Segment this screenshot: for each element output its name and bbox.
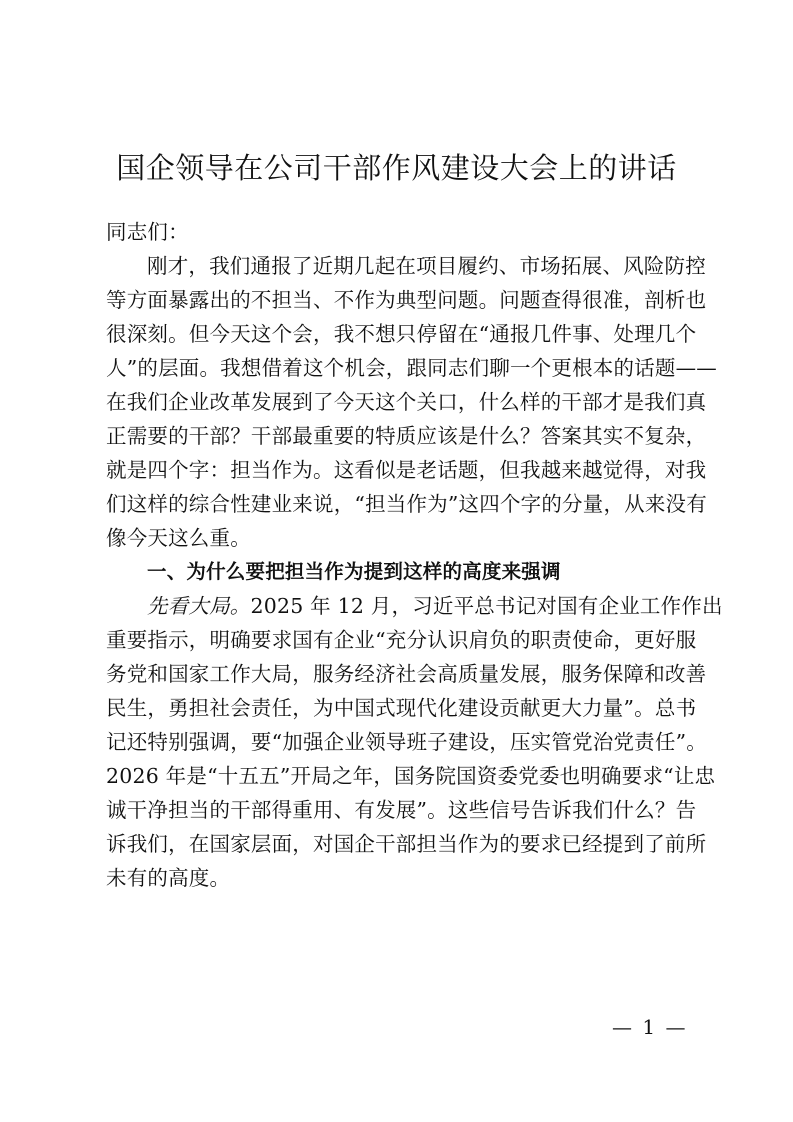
- paragraph-line: 记还特别强调，要“加强企业领导班子建设，压实管党治党责任”。: [106, 730, 707, 754]
- paragraph-line: 务党和国家工作大局，服务经济社会高质量发展，服务保障和改善: [106, 662, 707, 686]
- document-title: 国企领导在公司干部作风建设大会上的讲话: [116, 151, 677, 185]
- paragraph-line: 等方面暴露出的不担当、不作为典型问题。问题查得很准，剖析也: [106, 288, 707, 312]
- document-body: [106, 215, 723, 895]
- paragraph-line: 像今天这么重。: [106, 526, 251, 550]
- paragraph-line: 刚才，我们通报了近期几起在项目履约、市场拓展、风险防控: [147, 254, 706, 278]
- paragraph-line: 就是四个字：担当作为。这看似是老话题，但我越来越觉得，对我: [106, 458, 707, 482]
- paragraph-line: 们这样的综合性建业来说，“担当作为”这四个字的分量，从来没有: [106, 492, 707, 516]
- paragraph-line: 诉我们，在国家层面，对国企干部担当作为的要求已经提到了前所: [106, 832, 707, 856]
- paragraph-line: [106, 589, 723, 623]
- paragraph-line-rest: 2025 年 12 月，习近平总书记对国有企业工作作出: [250, 594, 723, 618]
- section-heading: 一、为什么要把担当作为提到这样的高度来强调: [147, 560, 561, 583]
- paragraph-line: 在我们企业改革发展到了今天这个关口，什么样的干部才是我们真: [106, 390, 707, 414]
- paragraph-line: 诚干净担当的干部得重用、有发展”。这些信号告诉我们什么？告: [106, 798, 697, 822]
- paragraph-line: 2026 年是“十五五”开局之年，国务院国资委党委也明确要求“让忠: [106, 764, 716, 788]
- page-number: — 1 —: [612, 1015, 688, 1039]
- salutation: 同志们：: [106, 220, 189, 244]
- paragraph-line: 正需要的干部？干部最重要的特质应该是什么？答案其实不复杂，: [106, 424, 707, 448]
- paragraph-line: 很深刻。但今天这个会，我不想只停留在“通报几件事、处理几个: [106, 322, 697, 346]
- paragraph-line: 未有的高度。: [106, 866, 231, 890]
- paragraph-lead: 先看大局。: [147, 594, 251, 618]
- paragraph-line: 人”的层面。我想借着这个机会，跟同志们聊一个更根本的话题——: [106, 356, 717, 380]
- paragraph-line: 民生，勇担社会责任，为中国式现代化建设贡献更大力量”。总书: [106, 696, 697, 720]
- paragraph-line: 重要指示，明确要求国有企业“充分认识肩负的职责使命，更好服: [106, 628, 697, 652]
